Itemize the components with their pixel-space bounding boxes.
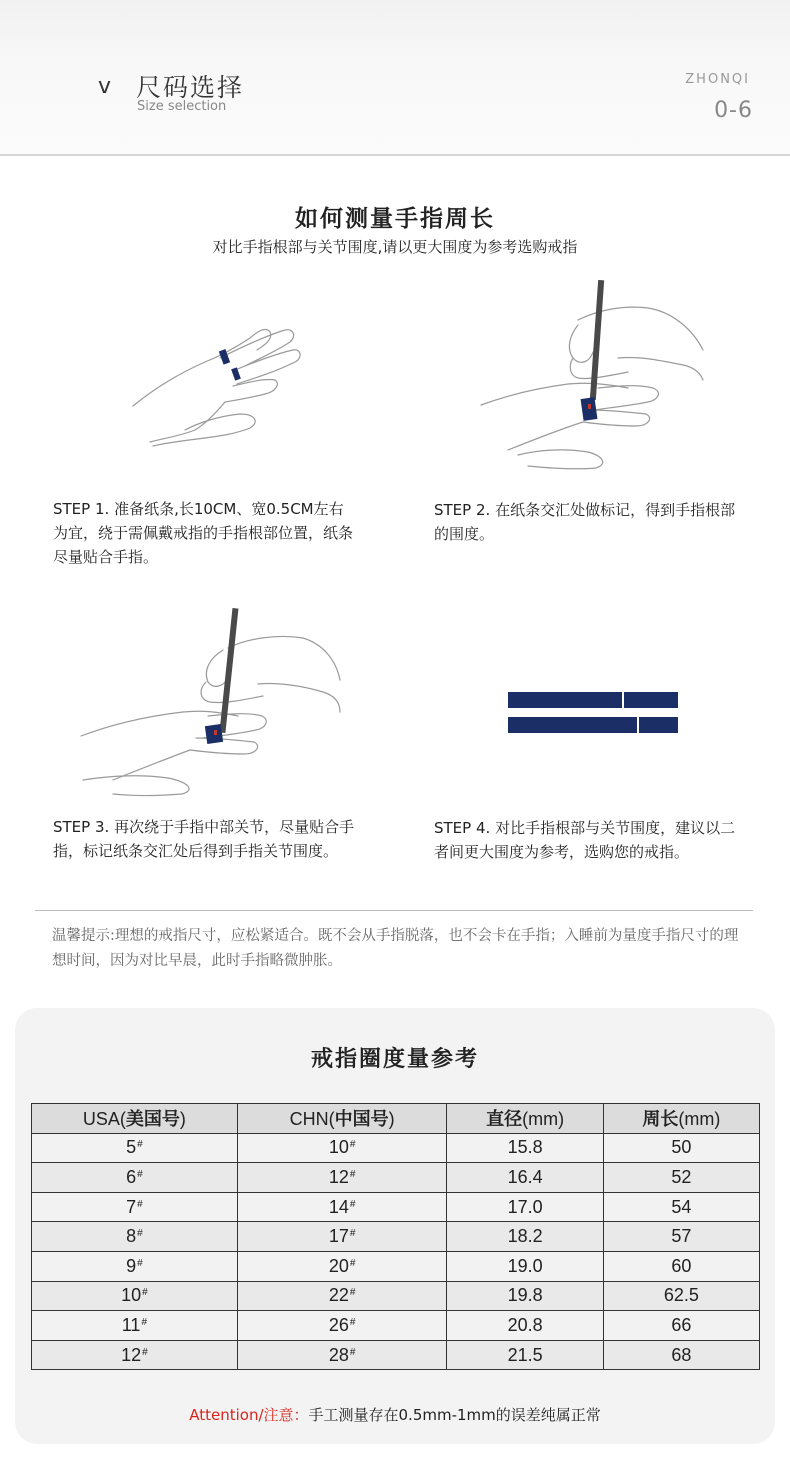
- section-title-cn: 尺码选择: [136, 73, 245, 102]
- table-cell-circumference: [603, 1340, 759, 1370]
- cell-value: 20.8: [507, 1314, 543, 1335]
- cell-value: 6: [126, 1166, 137, 1187]
- table-cell-chn: [237, 1133, 447, 1163]
- step-1-text: 准备纸条,长10CM、宽0.5CM左右为宜，绕于需佩戴戒指的手指根部位置，纸条尽量贴合手指。: [53, 500, 354, 566]
- table-cell-circumference: [603, 1311, 759, 1341]
- table-cell-usa: [32, 1251, 238, 1281]
- cell-value: 10: [328, 1137, 349, 1158]
- brand-name: ZHONQI: [685, 72, 750, 87]
- table-header-cell: [447, 1104, 603, 1134]
- table-row: [32, 1163, 760, 1193]
- header-label: 美国号: [125, 1109, 180, 1130]
- step-2: [434, 498, 744, 546]
- table-row: [32, 1192, 760, 1222]
- cell-value: 16.4: [507, 1166, 543, 1187]
- size-mark: #: [137, 1228, 143, 1240]
- table-cell-circumference: [603, 1251, 759, 1281]
- step-3: [53, 815, 358, 863]
- header-suffix: (mm): [678, 1109, 721, 1130]
- size-mark: #: [349, 1139, 356, 1151]
- table-cell-diameter: [447, 1133, 603, 1163]
- table-cell-circumference: [603, 1163, 759, 1193]
- header-suffix: ): [179, 1109, 186, 1130]
- table-cell-circumference: [603, 1192, 759, 1222]
- size-mark: #: [349, 1168, 356, 1180]
- step-3-text: 再次绕于手指中部关节，尽量贴合手指，标记纸条交汇处后得到手指关节围度。: [53, 818, 355, 860]
- table-cell-diameter: [447, 1340, 603, 1370]
- step-4-label: STEP 4.: [434, 819, 491, 837]
- cell-value: 14: [328, 1196, 349, 1217]
- table-cell-diameter: [447, 1222, 603, 1252]
- cell-value: 26: [328, 1314, 349, 1335]
- size-mark: #: [349, 1198, 356, 1210]
- header-label: 直径: [486, 1109, 523, 1130]
- cell-value: 5: [126, 1137, 137, 1158]
- size-mark: #: [349, 1346, 356, 1358]
- header-label: 周长: [642, 1109, 679, 1130]
- header-prefix: USA(: [82, 1109, 126, 1130]
- cell-value: 62.5: [663, 1285, 699, 1306]
- divider: [35, 910, 753, 911]
- table-cell-chn: [237, 1222, 447, 1252]
- cell-value: 17: [328, 1226, 349, 1247]
- cell-value: 10: [121, 1285, 142, 1306]
- table-cell-diameter: [447, 1192, 603, 1222]
- table-header-cell: [603, 1104, 759, 1134]
- table-body: [32, 1133, 760, 1370]
- size-mark: #: [142, 1287, 148, 1299]
- table-cell-diameter: [447, 1251, 603, 1281]
- attention-note: [0, 1404, 790, 1425]
- size-mark: #: [349, 1228, 356, 1240]
- table-cell-chn: [237, 1311, 447, 1341]
- attention-label: Attention/注意：: [189, 1406, 309, 1424]
- cell-value: 21.5: [507, 1344, 543, 1365]
- table-cell-diameter: [447, 1163, 603, 1193]
- table-row: [32, 1281, 760, 1311]
- size-table: [31, 1103, 760, 1370]
- table-row: [32, 1340, 760, 1370]
- header-suffix: ): [388, 1109, 395, 1130]
- strip-top: [508, 692, 678, 708]
- table-cell-usa: [32, 1311, 238, 1341]
- step-2-text: 在纸条交汇处做标记，得到手指根部的围度。: [434, 501, 736, 543]
- guide-title: 如何测量手指周长: [295, 206, 495, 232]
- cell-value: 66: [671, 1314, 692, 1335]
- cell-value: 19.0: [507, 1255, 543, 1276]
- table-cell-circumference: [603, 1222, 759, 1252]
- table-cell-usa: [32, 1163, 238, 1193]
- cell-value: 22: [328, 1285, 349, 1306]
- cell-value: 50: [671, 1137, 692, 1158]
- size-mark: #: [349, 1257, 356, 1269]
- table-cell-chn: [237, 1281, 447, 1311]
- size-mark: #: [349, 1316, 356, 1328]
- tip-text: 温馨提示:理想的戒指尺寸，应松紧适合。既不会从手指脱落，也不会卡在手指；入睡前为量度手指尺寸的理想时间，因为对比早晨，此时手指略微肿胀。: [52, 928, 739, 969]
- header-band: [0, 0, 790, 156]
- table-cell-usa: [32, 1340, 238, 1370]
- section-title-en: Size selection: [137, 99, 227, 114]
- size-mark: #: [137, 1198, 143, 1210]
- table-cell-usa: [32, 1222, 238, 1252]
- cell-value: 52: [671, 1166, 692, 1187]
- cell-value: 8: [126, 1226, 137, 1247]
- size-mark: #: [349, 1287, 356, 1299]
- cell-value: 15.8: [507, 1137, 543, 1158]
- cell-value: 12: [328, 1166, 349, 1187]
- table-cell-chn: [237, 1163, 447, 1193]
- pen-mark-illustration: [478, 280, 708, 470]
- cell-value: 18.2: [507, 1226, 543, 1247]
- cell-value: 7: [126, 1196, 137, 1217]
- cell-value: 19.8: [507, 1285, 543, 1306]
- table-cell-diameter: [447, 1311, 603, 1341]
- step-4: [434, 816, 744, 864]
- pen-knuckle-illustration: [78, 608, 343, 798]
- guide-subtitle: 对比手指根部与关节围度,请以更大围度为参考选购戒指: [212, 238, 578, 256]
- table-row: [32, 1133, 760, 1163]
- size-mark: #: [141, 1316, 147, 1328]
- table-cell-chn: [237, 1192, 447, 1222]
- cell-value: 68: [671, 1344, 692, 1365]
- step-1-label: STEP 1.: [53, 500, 110, 518]
- table-cell-usa: [32, 1192, 238, 1222]
- size-mark: #: [137, 1257, 143, 1269]
- cell-value: 9: [126, 1255, 137, 1276]
- size-mark: #: [142, 1346, 148, 1358]
- table-cell-usa: [32, 1281, 238, 1311]
- header-prefix: CHN(: [289, 1109, 335, 1130]
- table-cell-circumference: [603, 1133, 759, 1163]
- size-mark: #: [137, 1168, 143, 1180]
- table-cell-chn: [237, 1251, 447, 1281]
- step-4-text: 对比手指根部与关节围度，建议以二者间更大围度为参考，选购您的戒指。: [434, 819, 736, 861]
- size-table-title: 戒指圈度量参考: [310, 1047, 479, 1072]
- header-suffix: (mm): [522, 1109, 565, 1130]
- table-cell-chn: [237, 1340, 447, 1370]
- strip-compare-illustration: [508, 692, 680, 734]
- table-header-cell: [32, 1104, 238, 1134]
- step-2-label: STEP 2.: [434, 501, 491, 519]
- cell-value: 17.0: [507, 1196, 543, 1217]
- hand-strip-illustration: [125, 318, 315, 453]
- table-cell-diameter: [447, 1281, 603, 1311]
- table-header-row: [32, 1104, 760, 1134]
- step-3-label: STEP 3.: [53, 818, 110, 836]
- cell-value: 12: [121, 1344, 142, 1365]
- table-row: [32, 1311, 760, 1341]
- cell-value: 57: [671, 1226, 692, 1247]
- table-row: [32, 1251, 760, 1281]
- v-mark: v: [98, 74, 112, 99]
- cell-value: 60: [671, 1255, 692, 1276]
- size-mark: #: [137, 1139, 143, 1151]
- cell-value: 20: [328, 1255, 349, 1276]
- strip-bottom: [508, 717, 678, 733]
- table-header-cell: [237, 1104, 447, 1134]
- step-1: [53, 497, 358, 569]
- table-row: [32, 1222, 760, 1252]
- cell-value: 28: [328, 1344, 349, 1365]
- cell-value: 11: [121, 1314, 141, 1335]
- header-label: 中国号: [334, 1109, 389, 1130]
- cell-value: 54: [671, 1196, 692, 1217]
- attention-text: 手工测量存在0.5mm-1mm的误差纯属正常: [308, 1406, 601, 1424]
- section-code: 0-6: [714, 98, 753, 123]
- table-cell-circumference: [603, 1281, 759, 1311]
- table-cell-usa: [32, 1133, 238, 1163]
